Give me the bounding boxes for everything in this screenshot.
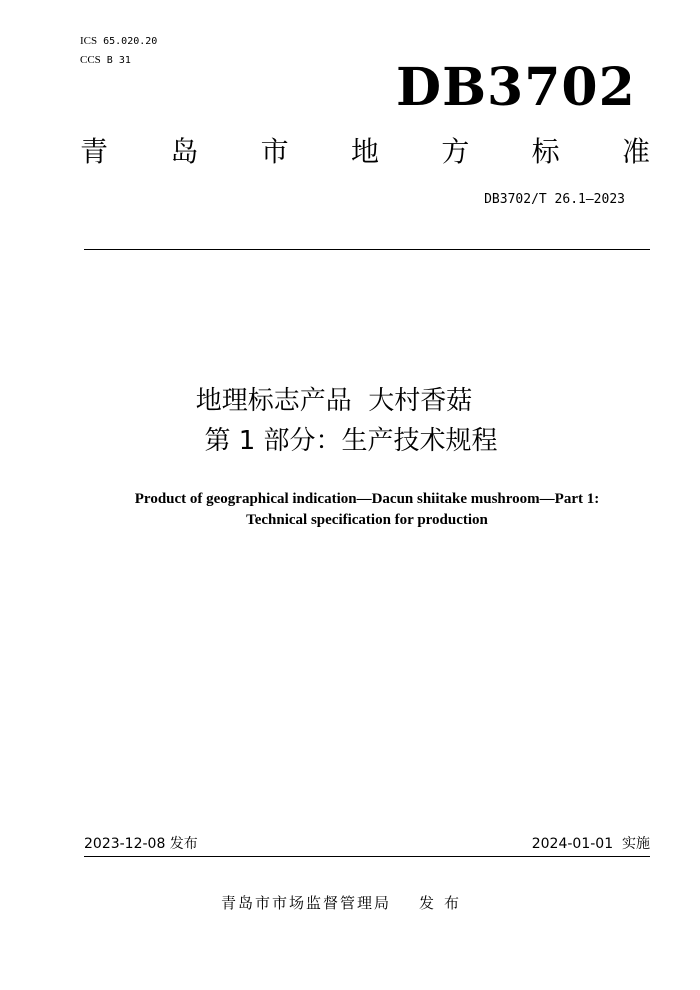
- title-en-line1: Product of geographical indication—Dacun shiitake mushroom—Part 1:: [134, 491, 600, 507]
- standard-type-heading: [80, 134, 650, 170]
- standard-type-char: 准: [621, 135, 650, 168]
- standard-type-char: 市: [260, 135, 289, 168]
- standard-logo: DB3702: [396, 57, 636, 118]
- top-divider: [84, 249, 650, 250]
- document-number: DB3702/T 26.1—2023: [484, 192, 625, 207]
- bottom-divider: [84, 856, 650, 857]
- issuer-name: 青岛市市场监督管理局: [221, 894, 392, 912]
- ccs-label: CCS: [80, 54, 101, 66]
- title-cn-line1: 地理标志产品 大村香菇: [195, 386, 473, 416]
- standard-type-char: 方: [441, 135, 470, 168]
- ccs-classification: [80, 53, 131, 68]
- ics-label: ICS: [80, 35, 98, 47]
- title-cn-line2: 第 1 部分：生产技术规程: [204, 426, 498, 456]
- standard-type-char: 标: [531, 135, 560, 168]
- standard-type-char: 青: [80, 135, 109, 168]
- title-en-line2: Technical specification for production: [246, 512, 488, 528]
- standard-type-char: 地: [350, 135, 379, 168]
- standard-type-char: 岛: [170, 135, 199, 168]
- ics-classification: [80, 34, 157, 49]
- implementation-date: 2024-01-01 实施: [531, 836, 650, 852]
- issue-date: 2023-12-08 发布: [84, 836, 198, 852]
- issuer-action: 发布: [419, 894, 470, 912]
- issuer-line: [221, 893, 469, 913]
- ccs-code: B 31: [106, 55, 131, 66]
- ics-code: 65.020.20: [103, 36, 158, 47]
